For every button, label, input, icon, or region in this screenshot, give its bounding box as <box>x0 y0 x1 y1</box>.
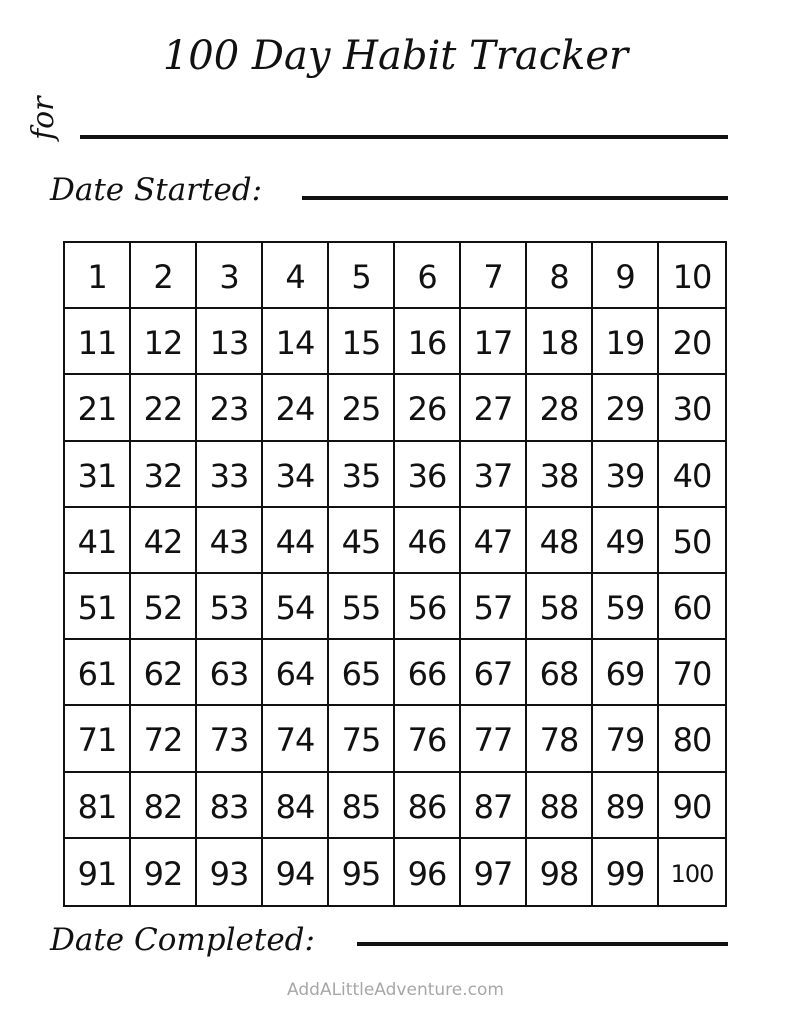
day-cell-17[interactable]: 17 <box>461 309 527 375</box>
day-cell-4[interactable]: 4 <box>263 243 329 309</box>
date-completed-label: Date Completed: <box>50 922 315 958</box>
day-cell-6[interactable]: 6 <box>395 243 461 309</box>
day-cell-2[interactable]: 2 <box>131 243 197 309</box>
day-cell-5[interactable]: 5 <box>329 243 395 309</box>
day-cell-39[interactable]: 39 <box>593 442 659 508</box>
day-cell-40[interactable]: 40 <box>659 442 725 508</box>
day-cell-71[interactable]: 71 <box>65 706 131 772</box>
day-cell-67[interactable]: 67 <box>461 640 527 706</box>
day-cell-97[interactable]: 97 <box>461 839 527 905</box>
day-cell-24[interactable]: 24 <box>263 375 329 441</box>
day-cell-56[interactable]: 56 <box>395 574 461 640</box>
day-cell-65[interactable]: 65 <box>329 640 395 706</box>
footer-website: AddALittleAdventure.com <box>287 980 504 1000</box>
day-cell-69[interactable]: 69 <box>593 640 659 706</box>
day-cell-90[interactable]: 90 <box>659 773 725 839</box>
day-cell-22[interactable]: 22 <box>131 375 197 441</box>
day-cell-88[interactable]: 88 <box>527 773 593 839</box>
day-cell-33[interactable]: 33 <box>197 442 263 508</box>
day-cell-58[interactable]: 58 <box>527 574 593 640</box>
day-cell-76[interactable]: 76 <box>395 706 461 772</box>
day-cell-32[interactable]: 32 <box>131 442 197 508</box>
day-cell-51[interactable]: 51 <box>65 574 131 640</box>
day-cell-11[interactable]: 11 <box>65 309 131 375</box>
day-cell-84[interactable]: 84 <box>263 773 329 839</box>
day-cell-81[interactable]: 81 <box>65 773 131 839</box>
day-cell-44[interactable]: 44 <box>263 508 329 574</box>
day-cell-30[interactable]: 30 <box>659 375 725 441</box>
day-cell-77[interactable]: 77 <box>461 706 527 772</box>
day-cell-55[interactable]: 55 <box>329 574 395 640</box>
day-cell-41[interactable]: 41 <box>65 508 131 574</box>
day-cell-72[interactable]: 72 <box>131 706 197 772</box>
day-cell-57[interactable]: 57 <box>461 574 527 640</box>
day-cell-62[interactable]: 62 <box>131 640 197 706</box>
day-cell-73[interactable]: 73 <box>197 706 263 772</box>
day-cell-59[interactable]: 59 <box>593 574 659 640</box>
day-cell-29[interactable]: 29 <box>593 375 659 441</box>
day-cell-53[interactable]: 53 <box>197 574 263 640</box>
day-cell-14[interactable]: 14 <box>263 309 329 375</box>
day-cell-34[interactable]: 34 <box>263 442 329 508</box>
day-cell-37[interactable]: 37 <box>461 442 527 508</box>
day-cell-16[interactable]: 16 <box>395 309 461 375</box>
day-cell-91[interactable]: 91 <box>65 839 131 905</box>
for-label: for <box>26 96 61 140</box>
date-completed-write-line[interactable] <box>357 942 728 946</box>
day-cell-98[interactable]: 98 <box>527 839 593 905</box>
day-cell-7[interactable]: 7 <box>461 243 527 309</box>
day-cell-38[interactable]: 38 <box>527 442 593 508</box>
day-cell-10[interactable]: 10 <box>659 243 725 309</box>
day-cell-31[interactable]: 31 <box>65 442 131 508</box>
day-cell-47[interactable]: 47 <box>461 508 527 574</box>
day-cell-15[interactable]: 15 <box>329 309 395 375</box>
date-started-label: Date Started: <box>50 172 263 208</box>
day-cell-13[interactable]: 13 <box>197 309 263 375</box>
day-cell-75[interactable]: 75 <box>329 706 395 772</box>
day-cell-93[interactable]: 93 <box>197 839 263 905</box>
day-cell-87[interactable]: 87 <box>461 773 527 839</box>
day-cell-95[interactable]: 95 <box>329 839 395 905</box>
day-cell-36[interactable]: 36 <box>395 442 461 508</box>
day-cell-70[interactable]: 70 <box>659 640 725 706</box>
day-cell-68[interactable]: 68 <box>527 640 593 706</box>
day-cell-99[interactable]: 99 <box>593 839 659 905</box>
day-cell-46[interactable]: 46 <box>395 508 461 574</box>
day-cell-23[interactable]: 23 <box>197 375 263 441</box>
day-cell-27[interactable]: 27 <box>461 375 527 441</box>
day-cell-9[interactable]: 9 <box>593 243 659 309</box>
day-cell-94[interactable]: 94 <box>263 839 329 905</box>
day-cell-61[interactable]: 61 <box>65 640 131 706</box>
day-cell-85[interactable]: 85 <box>329 773 395 839</box>
day-cell-89[interactable]: 89 <box>593 773 659 839</box>
day-cell-54[interactable]: 54 <box>263 574 329 640</box>
page-title: 100 Day Habit Tracker <box>162 33 629 79</box>
date-started-write-line[interactable] <box>302 196 728 200</box>
day-cell-45[interactable]: 45 <box>329 508 395 574</box>
day-cell-74[interactable]: 74 <box>263 706 329 772</box>
day-cell-26[interactable]: 26 <box>395 375 461 441</box>
day-cell-92[interactable]: 92 <box>131 839 197 905</box>
day-cell-52[interactable]: 52 <box>131 574 197 640</box>
day-cell-19[interactable]: 19 <box>593 309 659 375</box>
day-cell-82[interactable]: 82 <box>131 773 197 839</box>
day-cell-79[interactable]: 79 <box>593 706 659 772</box>
day-cell-48[interactable]: 48 <box>527 508 593 574</box>
for-write-line[interactable] <box>80 135 728 139</box>
day-cell-49[interactable]: 49 <box>593 508 659 574</box>
day-grid <box>63 241 727 907</box>
day-cell-80[interactable]: 80 <box>659 706 725 772</box>
day-cell-78[interactable]: 78 <box>527 706 593 772</box>
day-cell-3[interactable]: 3 <box>197 243 263 309</box>
day-cell-66[interactable]: 66 <box>395 640 461 706</box>
day-cell-25[interactable]: 25 <box>329 375 395 441</box>
day-cell-43[interactable]: 43 <box>197 508 263 574</box>
day-cell-42[interactable]: 42 <box>131 508 197 574</box>
day-cell-28[interactable]: 28 <box>527 375 593 441</box>
day-cell-100[interactable]: 100 <box>670 859 714 888</box>
day-cell-83[interactable]: 83 <box>197 773 263 839</box>
day-cell-50[interactable]: 50 <box>659 508 725 574</box>
day-cell-63[interactable]: 63 <box>197 640 263 706</box>
day-cell-64[interactable]: 64 <box>263 640 329 706</box>
day-cell-86[interactable]: 86 <box>395 773 461 839</box>
day-cell-35[interactable]: 35 <box>329 442 395 508</box>
day-cell-20[interactable]: 20 <box>659 309 725 375</box>
day-cell-60[interactable]: 60 <box>659 574 725 640</box>
day-cell-1[interactable]: 1 <box>65 243 131 309</box>
day-cell-8[interactable]: 8 <box>527 243 593 309</box>
day-cell-96[interactable]: 96 <box>395 839 461 905</box>
day-cell-18[interactable]: 18 <box>527 309 593 375</box>
day-cell-12[interactable]: 12 <box>131 309 197 375</box>
day-cell-21[interactable]: 21 <box>65 375 131 441</box>
